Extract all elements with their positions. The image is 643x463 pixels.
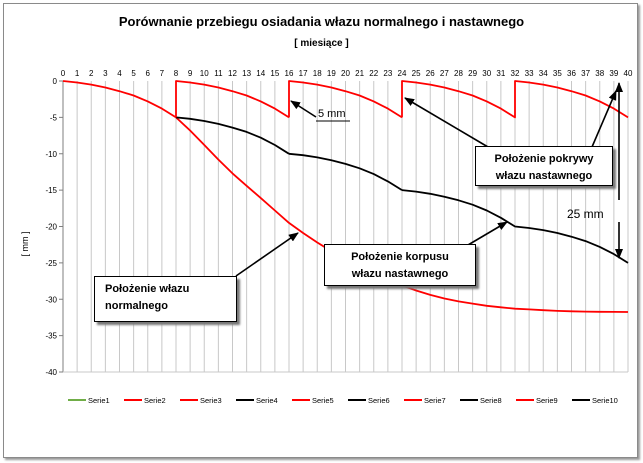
x-tick-label: 21 xyxy=(355,69,365,78)
x-tick-label: 27 xyxy=(439,69,449,78)
y-tick-label: -25 xyxy=(45,258,57,268)
x-tick-label: 34 xyxy=(538,69,548,78)
annotation-25mm: 25 mm xyxy=(567,207,604,221)
x-tick-label: 28 xyxy=(454,69,463,78)
x-tick-label: 31 xyxy=(496,69,506,78)
y-tick-label: -5 xyxy=(49,113,57,123)
x-tick-label: 12 xyxy=(228,69,237,78)
chart-title: Porównanie przebiegu osiadania włazu normalnego i nastawnego xyxy=(118,14,525,29)
y-axis-label: [ mm ] xyxy=(20,231,30,257)
x-tick-label: 1 xyxy=(74,69,80,78)
chart-subtitle: [ miesiące ] xyxy=(294,38,349,49)
legend-label: Serie5 xyxy=(312,396,334,405)
x-tick-label: 2 xyxy=(89,69,94,78)
x-tick-label: 7 xyxy=(159,69,165,78)
x-tick-label: 5 xyxy=(131,69,136,78)
x-tick-label: 26 xyxy=(425,69,435,78)
series-line-serie9 xyxy=(402,81,628,117)
x-tick-label: 8 xyxy=(173,69,179,78)
arrow-pokrywa-1 xyxy=(405,98,488,147)
x-tick-label: 15 xyxy=(270,69,280,78)
x-tick-label: 10 xyxy=(199,69,209,78)
legend-label: Serie4 xyxy=(256,396,278,405)
y-tick-label: -35 xyxy=(45,331,57,341)
legend-label: Serie6 xyxy=(368,396,390,405)
x-tick-label: 38 xyxy=(595,69,605,78)
x-tick-label: 19 xyxy=(326,69,336,78)
y-tick-label: -20 xyxy=(45,222,57,232)
x-tick-label: 25 xyxy=(411,69,421,78)
x-tick-label: 18 xyxy=(312,69,322,78)
x-tick-label: 35 xyxy=(552,69,562,78)
x-tick-label: 20 xyxy=(341,69,350,78)
x-tick-label: 0 xyxy=(60,69,66,78)
y-tick-label: -10 xyxy=(45,149,57,159)
x-tick-label: 33 xyxy=(524,69,534,78)
legend-label: Serie10 xyxy=(592,396,618,405)
x-tick-label: 37 xyxy=(581,69,591,78)
y-tick-label: 0 xyxy=(52,77,57,86)
x-tick-label: 9 xyxy=(187,69,193,78)
annotation-normalny: Położenie włazu normalnego xyxy=(94,276,237,322)
x-tick-label: 29 xyxy=(468,69,478,78)
legend-label: Serie3 xyxy=(200,396,222,405)
x-tick-label: 11 xyxy=(214,69,223,78)
x-tick-label: 13 xyxy=(242,69,252,78)
x-tick-label: 6 xyxy=(145,69,150,78)
x-tick-label: 24 xyxy=(397,69,407,78)
legend-label: Serie8 xyxy=(480,396,502,405)
x-tick-label: 22 xyxy=(369,69,379,78)
x-tick-label: 36 xyxy=(567,69,576,78)
x-tick-label: 16 xyxy=(284,69,294,78)
annotation-korpus: Położenie korpusu włazu nastawnego xyxy=(324,244,476,286)
y-tick-label: -15 xyxy=(45,186,57,196)
annotation-5mm: 5 mm xyxy=(318,108,346,120)
x-tick-label: 40 xyxy=(623,69,633,78)
y-tick-label: -30 xyxy=(45,295,57,305)
y-tick-label: -40 xyxy=(45,368,57,377)
x-tick-label: 30 xyxy=(482,69,492,78)
legend-label: Serie2 xyxy=(144,396,166,405)
legend-label: Serie7 xyxy=(424,396,446,405)
x-tick-label: 17 xyxy=(298,69,308,78)
x-tick-label: 14 xyxy=(256,69,266,78)
x-tick-label: 23 xyxy=(383,69,393,78)
legend-label: Serie9 xyxy=(536,396,558,405)
x-tick-label: 39 xyxy=(609,69,619,78)
x-tick-label: 32 xyxy=(510,69,520,78)
x-tick-label: 4 xyxy=(117,69,122,78)
x-tick-label: 3 xyxy=(103,69,108,78)
legend-label: Serie1 xyxy=(88,396,110,405)
annotation-pokrywa: Położenie pokrywy włazu nastawnego xyxy=(475,146,613,186)
